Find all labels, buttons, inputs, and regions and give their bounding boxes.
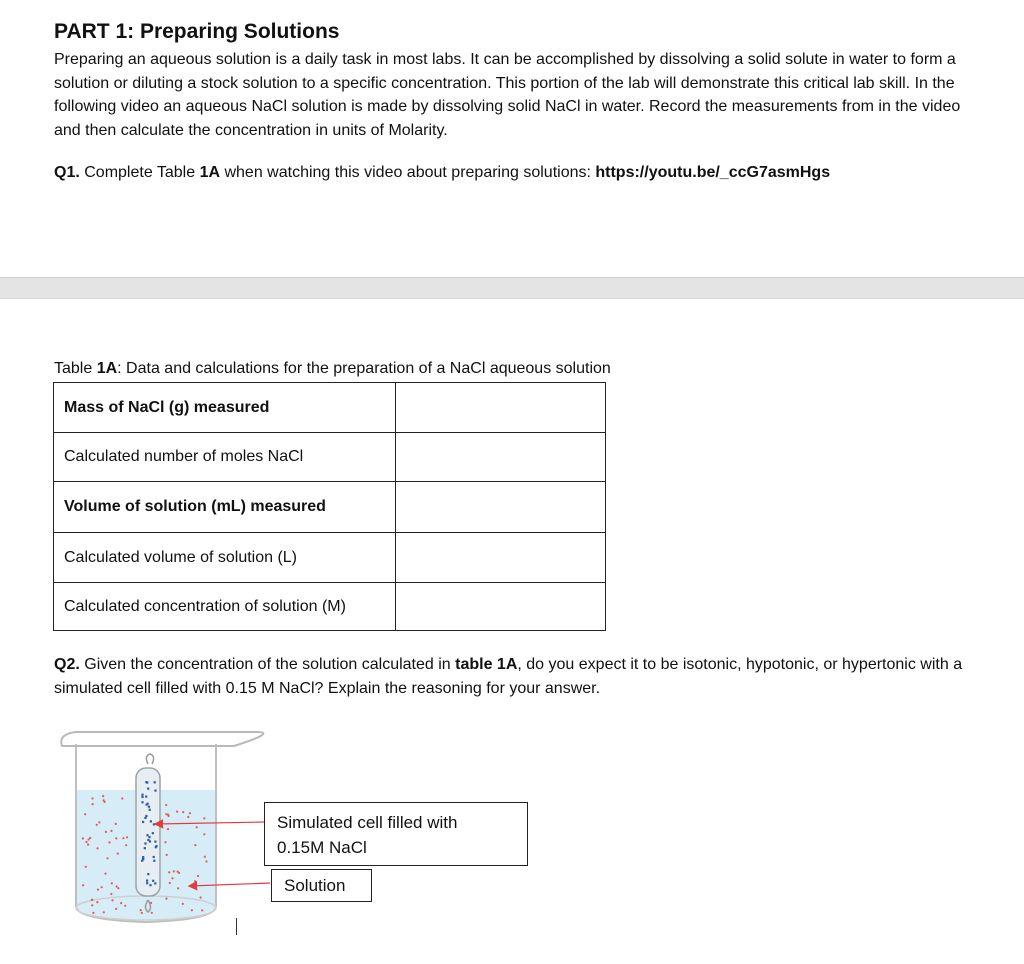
solution-particle	[121, 797, 123, 799]
cell-particle	[146, 880, 148, 882]
solution-particle	[96, 901, 98, 903]
solution-particle	[85, 866, 87, 868]
cell-particle	[141, 794, 143, 796]
solution-particle	[205, 860, 207, 862]
solution-particle	[115, 823, 117, 825]
row-label-moles: Calculated number of moles NaCl	[54, 433, 396, 482]
simulated-cell	[136, 754, 160, 912]
cell-particle	[146, 834, 148, 836]
solution-particle	[141, 912, 143, 914]
solution-particle	[165, 813, 167, 815]
cell-particle	[153, 860, 155, 862]
row-value-moles[interactable]	[396, 433, 606, 482]
solution-particle	[96, 847, 98, 849]
question-2	[54, 653, 984, 701]
solution-particle	[177, 871, 179, 873]
cell-particle	[154, 882, 156, 884]
solution-particle	[103, 799, 105, 801]
q1-text-after: when watching this video about preparing solutions:	[220, 164, 596, 181]
solution-particle	[87, 844, 89, 846]
cell-particle	[146, 804, 148, 806]
q2-table-ref: table 1A	[455, 656, 518, 673]
solution-particle	[92, 803, 94, 805]
cell-particle	[154, 790, 156, 792]
cell-particle	[145, 815, 147, 817]
solution-particle	[191, 909, 193, 911]
cell-particle	[153, 856, 155, 858]
cell-particle	[149, 840, 151, 842]
text-cursor	[236, 918, 237, 935]
solution-particle	[125, 844, 127, 846]
solution-particle	[203, 833, 205, 835]
solution-particle	[200, 896, 202, 898]
solution-particle	[98, 821, 100, 823]
cell-particle	[142, 856, 144, 858]
solution-particle	[168, 815, 170, 817]
solution-label: Solution	[284, 876, 346, 895]
question-1	[54, 162, 984, 184]
solution-particle	[82, 837, 84, 839]
cell-particle	[141, 801, 143, 803]
caption-id: 1A	[96, 360, 118, 377]
solution-particle	[97, 889, 99, 891]
cell-particle	[154, 841, 156, 843]
cell-particle	[144, 817, 146, 819]
solution-particle	[110, 893, 112, 895]
cell-particle	[153, 823, 155, 825]
solution-particle	[165, 898, 167, 900]
page-divider	[0, 277, 1024, 299]
table-row	[54, 383, 606, 433]
solution-particle	[194, 880, 196, 882]
q1-text-before: Complete Table	[79, 164, 200, 181]
cell-particle	[149, 884, 151, 886]
solution-particle	[105, 831, 107, 833]
solution-particle	[117, 887, 119, 889]
solution-particle	[177, 887, 179, 889]
solution-particle	[201, 909, 203, 911]
solution-particle	[194, 844, 196, 846]
part-title: PART 1: Preparing Solutions	[54, 20, 340, 43]
solution-particle	[89, 837, 91, 839]
cell-label-line2: 0.15M NaCl	[277, 838, 367, 857]
beaker-illustration	[56, 728, 296, 933]
solution-particle	[151, 912, 153, 914]
cell-particle	[148, 836, 150, 838]
cell-particle	[147, 873, 149, 875]
caption-text: : Data and calculations for the preparation of a NaCl aqueous solution	[117, 360, 611, 377]
cell-particle	[147, 788, 149, 790]
solution-particle	[91, 904, 93, 906]
solution-particle	[84, 813, 86, 815]
solution-particle	[82, 884, 84, 886]
cell-particle	[152, 880, 154, 882]
solution-particle	[204, 856, 206, 858]
row-value-concentration[interactable]	[396, 583, 606, 631]
row-label-volume-l: Calculated volume of solution (L)	[54, 533, 396, 583]
solution-particle	[107, 857, 109, 859]
solution-particle	[182, 811, 184, 813]
cell-particle	[152, 832, 154, 834]
cell-particle	[146, 782, 148, 784]
solution-particle	[111, 899, 113, 901]
solution-particle	[140, 909, 142, 911]
cell-particle	[144, 842, 146, 844]
solution-particle	[91, 899, 93, 901]
caption-prefix: Table	[54, 360, 97, 377]
table-row	[54, 433, 606, 482]
solution-particle	[103, 911, 105, 913]
solution-particle	[117, 853, 119, 855]
cell-callout	[264, 802, 528, 866]
solution-particle	[165, 804, 167, 806]
solution-callout	[271, 869, 372, 902]
q1-label: Q1.	[54, 164, 80, 181]
solution-particle	[116, 885, 118, 887]
cell-particle	[150, 820, 152, 822]
q1-table-ref: 1A	[199, 164, 221, 181]
solution-particle	[110, 830, 112, 832]
table-row	[54, 482, 606, 533]
solution-particle	[197, 875, 199, 877]
solution-particle	[96, 824, 98, 826]
video-link[interactable]: https://youtu.be/_ccG7asmHgs	[595, 164, 831, 181]
q2-text-before: Given the concentration of the solution calculated in	[79, 656, 456, 673]
solution-particle	[122, 837, 124, 839]
row-label-mass: Mass of NaCl (g) measured	[54, 383, 396, 433]
solution-particle	[182, 903, 184, 905]
cell-particle	[144, 847, 146, 849]
solution-particle	[115, 908, 117, 910]
cell-particle	[149, 809, 151, 811]
data-table	[53, 382, 606, 631]
solution-particle	[166, 854, 168, 856]
row-value-mass[interactable]	[396, 383, 606, 433]
q2-label: Q2.	[54, 656, 80, 673]
solution-particle	[120, 902, 122, 904]
cell-particle	[154, 781, 156, 783]
solution-particle	[124, 905, 126, 907]
solution-particle	[104, 873, 106, 875]
solution-particle	[111, 882, 113, 884]
solution-particle	[189, 812, 191, 814]
solution-particle	[173, 870, 175, 872]
solution-particle	[196, 826, 198, 828]
intro-paragraph: Preparing an aqueous solution is a daily task in most labs. It can be accomplished by dissolving a solid solute in water to form a solution or diluting a stock solution to a specific concentration. This portion of the lab will demonstrate this critical lab skill. In the following video an aqueous NaCl solution is made by dissolving solid NaCl in water. Record the measurements from in the video and then calculate the concentration in units of Molarity.	[54, 51, 961, 139]
solution-particle	[108, 841, 110, 843]
solution-particle	[171, 877, 173, 879]
row-label-volume-ml: Volume of solution (mL) measured	[54, 482, 396, 533]
solution-particle	[115, 837, 117, 839]
solution-particle	[176, 811, 178, 813]
row-value-volume-l[interactable]	[396, 533, 606, 583]
cell-particle	[148, 806, 150, 808]
solution-particle	[101, 886, 103, 888]
solution-particle	[88, 838, 90, 840]
solution-particle	[164, 841, 166, 843]
solution-particle	[102, 795, 104, 797]
q2-text-after: , do you expect it to be isotonic, hypotonic, or hypertonic with a simulated cell filled with 0.15 M NaCl? Explain the reasoning for your answer.	[54, 656, 963, 697]
cell-label-line1: Simulated cell filled with	[277, 813, 458, 832]
solution-particle	[168, 871, 170, 873]
cell-particle	[141, 796, 143, 798]
solution-particle	[167, 828, 169, 830]
solution-particle	[187, 816, 189, 818]
cell-particle	[142, 821, 144, 823]
cell-particle	[146, 882, 148, 884]
table-caption	[54, 360, 611, 378]
row-label-concentration: Calculated concentration of solution (M)	[54, 583, 396, 631]
solution-particle	[91, 797, 93, 799]
solution-particle	[126, 836, 128, 838]
table-row	[54, 583, 606, 631]
solution-particle	[92, 912, 94, 914]
solution-particle	[169, 882, 171, 884]
cell-particle	[155, 845, 157, 847]
solution-particle	[85, 841, 87, 843]
row-value-volume-ml[interactable]	[396, 482, 606, 533]
table-row	[54, 533, 606, 583]
solution-particle	[203, 817, 205, 819]
cell-particle	[145, 796, 147, 798]
